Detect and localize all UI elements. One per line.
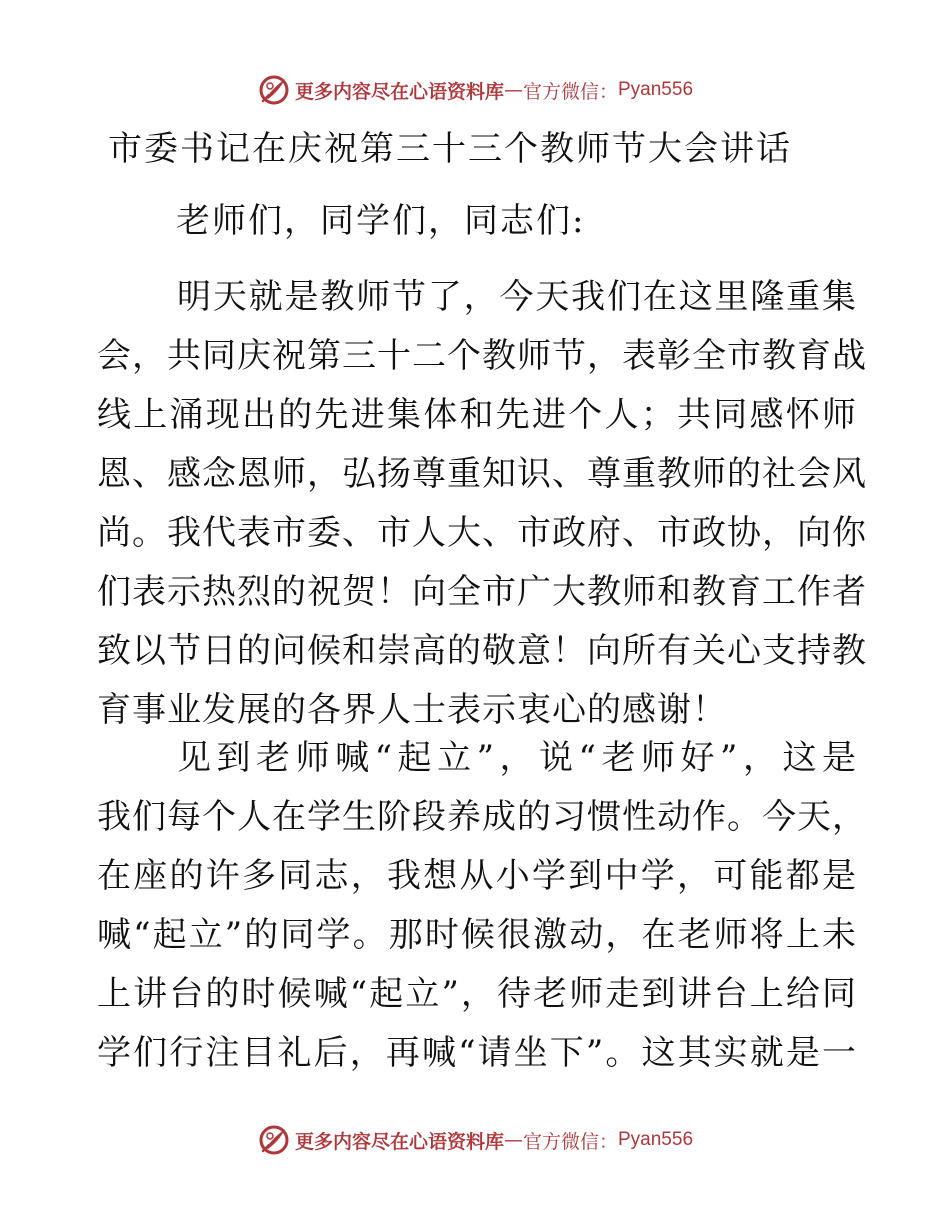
paragraph-line: 恩、感念恩师，弘扬尊重知识、尊重教师的社会风 xyxy=(97,454,867,494)
feather-pen-logo-icon xyxy=(257,73,291,107)
paragraph-line: 致以节日的问候和崇高的敬意！向所有关心支持教 xyxy=(97,631,867,671)
paragraph-line: 见到老师喊“起立”，说“老师好”，这是 xyxy=(177,738,857,778)
paragraph-line: 育事业发展的各界人士表示衷心的感谢！ xyxy=(97,690,727,730)
paragraph-line: 线上涌现出的先进集体和先进个人；共同感怀师 xyxy=(97,395,857,435)
paragraph-line: 在座的许多同志，我想从小学到中学，可能都是 xyxy=(97,856,857,896)
paragraph-line: 明天就是教师节了，今天我们在这里隆重集 xyxy=(177,277,857,317)
banner-wechat-id: Pyan556 xyxy=(618,79,694,100)
banner-wechat-id: Pyan556 xyxy=(618,1129,694,1150)
banner-separator: — xyxy=(503,79,523,101)
banner-wechat-label: 官方微信： xyxy=(522,1130,618,1153)
banner-brand-text: 更多内容尽在心语资料库 xyxy=(294,1130,504,1153)
banner-separator: — xyxy=(503,1129,523,1151)
paragraph-line: 尚。我代表市委、市人大、市政府、市政协，向你 xyxy=(97,513,867,553)
paragraph-line: 学们行注目礼后，再喊“请坐下”。这其实就是一 xyxy=(97,1033,857,1073)
paragraph-line: 我们每个人在学生阶段养成的习惯性动作。今天， xyxy=(97,797,867,837)
paragraph-2 xyxy=(97,729,867,1083)
banner-brand-text: 更多内容尽在心语资料库 xyxy=(294,80,504,103)
paragraph-line: 们表示热烈的祝贺！向全市广大教师和教育工作者 xyxy=(97,572,867,612)
feather-pen-logo-icon xyxy=(257,1123,291,1157)
header-banner xyxy=(0,70,950,110)
paragraph-line: 喊“起立”的同学。那时候很激动，在老师将上未 xyxy=(97,915,857,955)
salutation: 老师们，同学们，同志们: xyxy=(176,201,586,241)
footer-banner xyxy=(0,1120,950,1160)
paragraph-line: 上讲台的时候喊“起立”，待老师走到讲台上给同 xyxy=(97,974,857,1014)
document-title: 市委书记在庆祝第三十三个教师节大会讲话 xyxy=(108,129,792,169)
paragraph-line: 会，共同庆祝第三十二个教师节，表彰全市教育战 xyxy=(97,336,867,376)
paragraph-1 xyxy=(97,268,867,740)
banner-wechat-label: 官方微信： xyxy=(522,80,618,103)
